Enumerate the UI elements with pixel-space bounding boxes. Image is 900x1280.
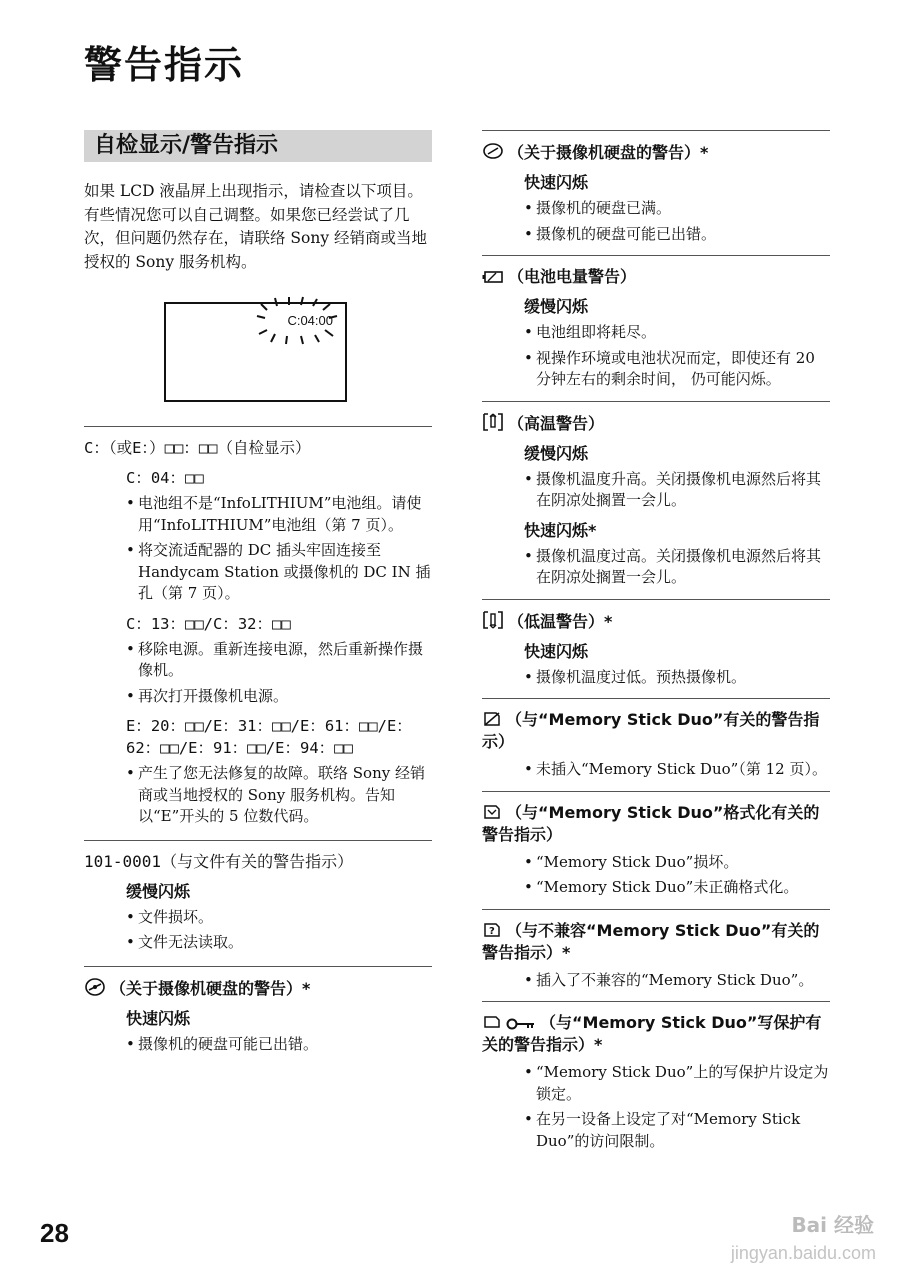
hdd-error-icon [84, 977, 106, 997]
ms-incompat-heading-row [482, 920, 830, 964]
list-item: • “Memory Stick Duo”损坏。 [524, 852, 830, 874]
ms-incompat-list [524, 970, 830, 992]
list-item: • 再次打开摄像机电源。 [126, 686, 432, 708]
battery-warning-sub: 缓慢闪烁 [524, 297, 589, 316]
list-item: • 产生了您无法修复的故障。联络 Sony 经销商或当地授权的 Sony 服务机构。告知以“E”开头的 5 位数代码。 [126, 763, 432, 828]
memory-stick-missing-icon [482, 710, 502, 728]
low-temperature-icon [482, 610, 504, 630]
battery-low-icon [482, 269, 504, 285]
ms-protect-heading: （与“Memory Stick Duo”写保护有关的警告指示）* [482, 1013, 822, 1054]
ms-none-block [482, 698, 830, 781]
intro-paragraph-1: 如果 LCD 液晶屏上出现指示，请检查以下项目。 [84, 182, 423, 200]
battery-warning-heading-row [482, 266, 830, 288]
svg-text:?: ? [489, 925, 495, 937]
memory-stick-format-icon [482, 803, 502, 821]
file-warning-block [84, 840, 432, 954]
ms-protect-heading-row [482, 1012, 830, 1056]
ms-incompat-block [482, 909, 830, 992]
intro-paragraph-2: 有些情况您可以自己调整。如果您已经尝试了几次，但问题仍然存在，请联络 Sony 经销商或当地授权的 Sony 服务机构。 [84, 205, 428, 271]
code-group-3-list [126, 763, 432, 828]
ms-protect-block [482, 1001, 830, 1152]
page-title: 警告指示 [84, 43, 245, 87]
section-title: 自检显示/警告指示 [84, 130, 432, 162]
ms-none-list [524, 759, 830, 781]
hdd-warning-b-sub: 快速闪烁 [524, 173, 589, 192]
self-diagnosis-heading: C：（或E：）□□：□□（自检显示） [84, 439, 311, 457]
list-item: • “Memory Stick Duo”未正确格式化。 [524, 877, 830, 899]
list-item: • 移除电源。重新连接电源，然后重新操作摄像机。 [126, 639, 432, 682]
lcd-code-text: C:04:00 [287, 313, 333, 328]
low-temp-list [524, 667, 830, 689]
watermark-url: jingyan.baidu.com [730, 1243, 876, 1263]
ms-incompat-heading: （与不兼容“Memory Stick Duo”有关的警告指示）* [482, 920, 820, 962]
right-column [482, 130, 830, 1162]
low-temp-heading-row [482, 610, 830, 633]
file-warning-heading: 101-0001（与文件有关的警告指示） [84, 851, 354, 871]
hdd-warning-b-block [482, 130, 830, 245]
low-temp-sub: 快速闪烁 [524, 641, 589, 661]
list-item: • 摄像机温度过低。预热摄像机。 [524, 667, 830, 689]
high-temp-list-fast [524, 546, 830, 589]
list-item: • 摄像机的硬盘可能已出错。 [524, 224, 830, 246]
code-group-1: C：04：□□ [126, 469, 204, 487]
list-item: • 摄像机的硬盘可能已出错。 [126, 1034, 432, 1056]
high-temp-warning-block [482, 401, 830, 589]
code-group-2-list [126, 639, 432, 708]
hdd-warning-a-sub: 快速闪烁 [126, 1008, 191, 1028]
high-temp-sub-fast: 快速闪烁* [524, 520, 597, 540]
list-item: • 视操作环境或电池状况而定，即使还有 20 分钟左右的剩余时间， 仍可能闪烁。 [524, 348, 830, 391]
ms-format-heading: （与“Memory Stick Duo”格式化有关的警告指示） [482, 802, 820, 844]
hdd-warning-a-list [126, 1034, 432, 1056]
memory-stick-icon [482, 1013, 502, 1031]
high-temperature-icon [482, 412, 504, 432]
list-item: • 电池组不是“InfoLITHIUM”电池组。请使用“InfoLITHIUM”电池组（第 7 页）。 [126, 493, 432, 536]
list-item: • 摄像机的硬盘已满。 [524, 198, 830, 220]
hdd-warning-a-heading-row [84, 977, 432, 1000]
list-item: • 插入了不兼容的“Memory Stick Duo”。 [524, 970, 830, 992]
list-item: • 摄像机温度升高。关闭摄像机电源然后将其在阴凉处搁置一会儿。 [524, 469, 830, 512]
low-temp-warning-block [482, 599, 830, 689]
self-diagnosis-block [84, 426, 432, 828]
code-group-3: E：20：□□/E：31：□□/E：61：□□/E：62：□□/E：91：□□/E：94：□□ [126, 717, 412, 757]
code-group-2: C：13：□□/C：32：□□ [126, 614, 291, 633]
page-number: 28 [40, 1218, 69, 1248]
battery-warning-list [524, 322, 830, 391]
hdd-warning-a-heading: （关于摄像机硬盘的警告）* [110, 978, 311, 998]
list-item: • 文件损坏。 [126, 907, 432, 929]
ms-none-heading-row [482, 709, 830, 753]
high-temp-sub-slow: 缓慢闪烁 [524, 443, 589, 463]
list-item: • 将交流适配器的 DC 插头牢固连接至 Handycam Station 或摄像机的 DC IN 插孔（第 7 页）。 [126, 540, 432, 605]
list-item: • “Memory Stick Duo”上的写保护片设定为锁定。 [524, 1062, 830, 1105]
intro-text [84, 180, 432, 274]
code-group-1-list [126, 493, 432, 605]
high-temp-list-slow [524, 469, 830, 512]
left-column [84, 130, 432, 1059]
lcd-screen-illustration [164, 302, 347, 402]
memory-stick-incompatible-icon [482, 921, 502, 939]
hdd-warning-a-block [84, 966, 432, 1056]
hdd-warning-b-list [524, 198, 830, 245]
ms-format-list [524, 852, 830, 899]
watermark-brand: Bai 经验 [791, 1213, 874, 1237]
file-warning-sub: 缓慢闪烁 [126, 881, 191, 901]
low-temp-heading: （低温警告）* [508, 611, 613, 631]
file-warning-list [126, 907, 432, 954]
list-item: • 在另一设备上设定了对“Memory Stick Duo”的访问限制。 [524, 1109, 830, 1152]
hdd-warning-b-heading-row [482, 141, 830, 164]
ms-none-heading: （与“Memory Stick Duo”有关的警告指示） [482, 710, 820, 751]
battery-warning-block [482, 255, 830, 391]
high-temp-heading-row [482, 412, 830, 435]
hdd-warning-b-heading: （关于摄像机硬盘的警告）* [508, 143, 709, 162]
list-item: • 摄像机温度过高。关闭摄像机电源然后将其在阴凉处搁置一会儿。 [524, 546, 830, 589]
high-temp-heading: （高温警告） [508, 413, 605, 433]
ms-protect-list [524, 1062, 830, 1152]
ms-format-block [482, 791, 830, 899]
ms-format-heading-row [482, 802, 830, 846]
list-item: • 未插入“Memory Stick Duo”（第 12 页）。 [524, 759, 830, 781]
hdd-full-icon [482, 141, 504, 161]
list-item: • 电池组即将耗尽。 [524, 322, 830, 344]
battery-warning-heading: （电池电量警告） [508, 267, 637, 286]
key-lock-icon [506, 1017, 536, 1031]
list-item: • 文件无法读取。 [126, 932, 432, 954]
